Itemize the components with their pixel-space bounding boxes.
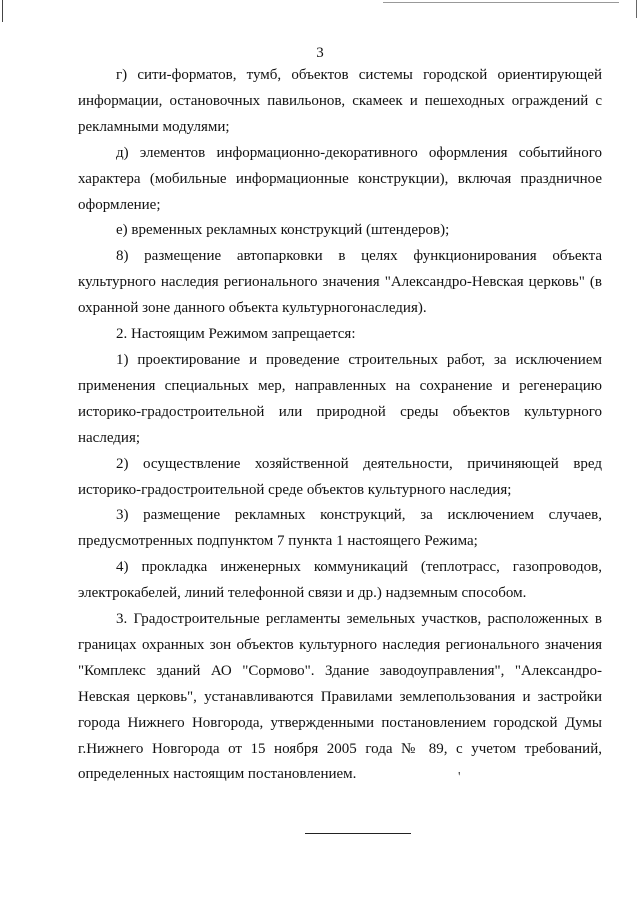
paragraph-item-g: г) сити-форматов, тумб, объектов системы городской ориентирующей информации, остановочных павильонов, скамеек и пешеходных ограждений с рекламными модулями;: [78, 67, 602, 135]
scan-edge-mark-left: [2, 0, 3, 22]
paragraph-item-e: е) временных рекламных конструкций (штендеров);: [116, 222, 450, 239]
page-number: 3: [316, 45, 324, 61]
document-body: [78, 63, 602, 788]
paragraph-item-8: 8) размещение автопарковки в целях функционирования объекта культурного наследия регионального значения "Александро-Невская церковь" (в охранной зоне данного объекта культурногонаследия).: [78, 248, 602, 317]
stray-mark: ': [458, 770, 461, 785]
paragraph-prohibition-2: 2) осуществление хозяйственной деятельности, причиняющей вред историко-градостроительной среде объектов культурного наследия;: [78, 455, 602, 498]
scan-edge-mark-right: [636, 0, 637, 18]
end-of-document-rule: [305, 833, 411, 834]
paragraph-prohibition-3: 3) размещение рекламных конструкций, за исключением случаев, предусмотренных подпунктом 7 пункта 1 настоящего Режима;: [78, 507, 602, 550]
paragraph-item-d: д) элементов информационно-декоративного оформления событийного характера (мобильные информационные конструкции), включая праздничное оформление;: [78, 144, 602, 213]
paragraph-section-3: 3. Градостроительные регламенты земельных участков, расположенных в границах охранных зон объектов культурного наследия регионального значения "Комплекс зданий АО "Сормово". Здание заводоуправления", "Александро-Невская церковь", устанавливаются Правилами землепользования и застройки города Нижнего Новгорода, утвержденными постановлением городской Думы г.Нижнего Новгорода от 15 ноября 2005 года № 89, с учетом требований, определенных настоящим постановлением.: [78, 611, 602, 783]
scan-edge-mark-top: [383, 2, 619, 3]
paragraph-prohibition-1: 1) проектирование и проведение строительных работ, за исключением применения специальных мер, направленных на сохранение и регенерацию историко-градостроительной или природной среды объектов культурного наследия;: [78, 351, 602, 446]
paragraph-section-2-heading: 2. Настоящим Режимом запрещается:: [116, 326, 356, 343]
paragraph-prohibition-4: 4) прокладка инженерных коммуникаций (теплотрасс, газопроводов, электрокабелей, линий телефонной связи и др.) надземным способом.: [78, 559, 602, 602]
